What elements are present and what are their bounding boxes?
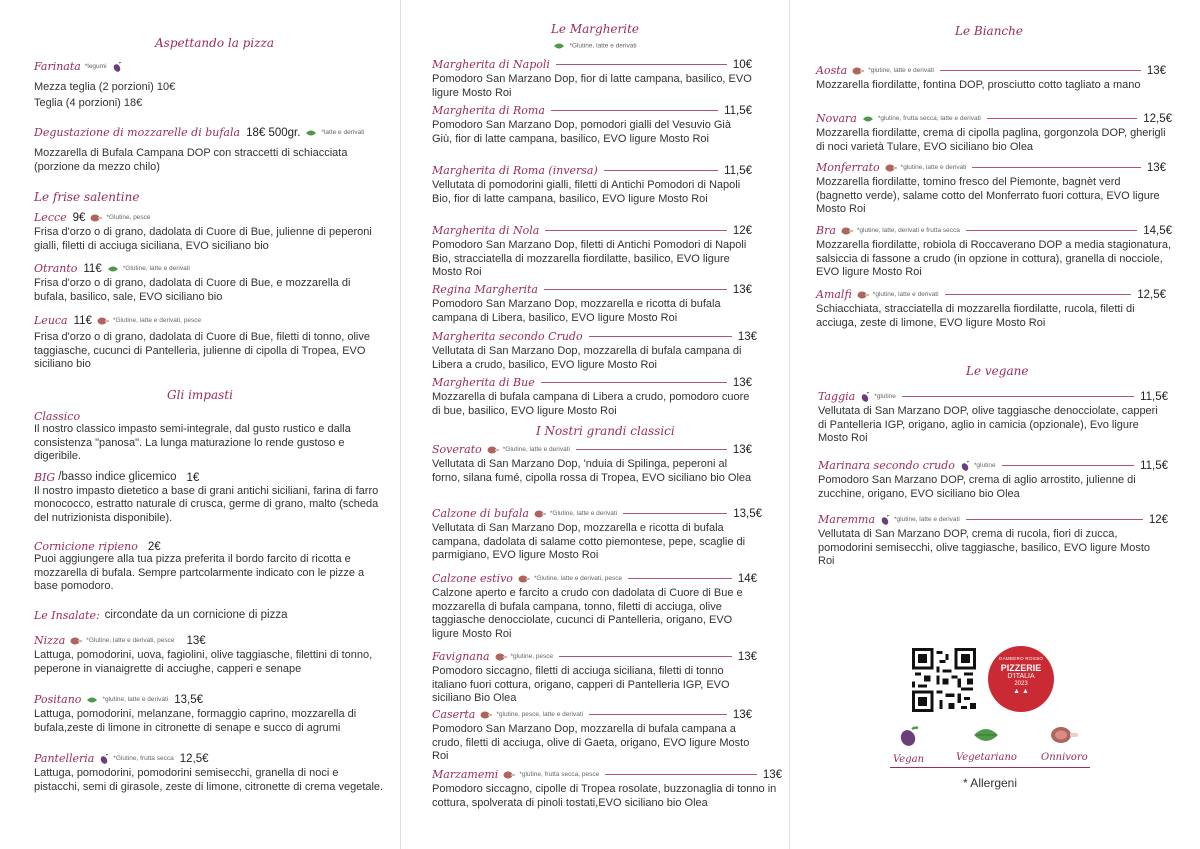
item-desc: Mozzarella di Bufala Campana DOP con straccetti di schiacciata (porzione da mezzo chilo): [34, 147, 348, 173]
allergen-note: *glutine, latte, derivati e frutta secca: [856, 227, 960, 234]
ham-icon: [503, 771, 515, 779]
item-name: Cornicione ripieno: [34, 540, 138, 553]
menu-item: [818, 513, 1168, 569]
leader-line: [987, 118, 1137, 119]
leader-line: [576, 449, 727, 450]
menu-item: [816, 64, 1166, 93]
leader-line: [972, 167, 1140, 168]
ham-icon: [534, 510, 546, 518]
ham-icon: [1050, 726, 1078, 749]
item-desc: Pomodoro San Marzano Dop, fior di latte campana, basilico, EVO ligure Mosto Roi: [432, 73, 752, 99]
item-desc: Vellutata di San Marzano Dop, 'nduia di Spilinga, peperoni al forno, silana fumé, cipolla rossa di Tropea, EVO siciliano bio Olea: [432, 458, 752, 484]
item-price: 11,5€: [1140, 390, 1168, 403]
ham-icon: [841, 227, 853, 235]
menu-item: [818, 390, 1168, 446]
menu-item-pantelleria: [34, 752, 384, 794]
item-suffix: /basso indice glicemico: [58, 471, 177, 483]
item-name: Favignana: [432, 650, 490, 663]
item-note: circondate da un cornicione di pizza: [104, 609, 288, 621]
menu-item-farinata: [34, 60, 384, 110]
allergen-note: *Glutine, latte e derivati: [549, 510, 618, 517]
leader-line: [1002, 465, 1134, 466]
allergen-note: *glutine, latte e derivati: [868, 67, 934, 74]
allergen-note: *Glutine, latte e derivati: [502, 446, 570, 453]
legend-vegan: [893, 726, 924, 765]
menu-item: [432, 164, 752, 206]
leaf-icon: [86, 696, 98, 704]
leader-line: [559, 656, 732, 657]
item-desc: Lattuga, pomodorini, uova, fagiolini, olive taggiasche, filettini di tonno, peperone in vianaigrette di acciughe, capperi e senape: [34, 649, 373, 675]
item-desc: Mozzarella fiordilatte, robiola di Roccaverano DOP a media stagionatura, salsiccia di fassone a crudo (in opzione in cottura), granella di nocciole, EVO ligure Mosto Roi: [816, 239, 1172, 278]
item-price: 13€: [732, 376, 752, 389]
allergen-note: *glutine, frutta secca, pesce: [519, 771, 600, 778]
allergen-note: *glutine, pesce: [510, 653, 554, 660]
allergen-note: *Glutine, frutta secca: [113, 755, 174, 762]
allergen-note: *glutine: [874, 393, 896, 400]
column-right: [790, 0, 1200, 849]
item-price: 13€: [737, 330, 757, 343]
leaf-icon: [107, 265, 119, 273]
item-desc: Pomodoro San Marzano DOP, crema di aglio arrostito, julienne di zucchine, origano, EVO siciliano bio Olea: [818, 474, 1136, 500]
leader-line: [628, 578, 732, 579]
leader-line: [623, 513, 727, 514]
badge-main: PIZZERIE: [1000, 663, 1042, 673]
item-desc: Pomodoro San Marzano Dop, mozzarella e ricotta di bufala campana di Libera, basilico, EVO ligure Mosto Roi: [432, 298, 721, 324]
item-desc: Mozzarella fiordilatte, fontina DOP, prosciutto cotto tagliato a mano: [816, 79, 1141, 91]
section-title-impasti: Gli impasti: [167, 388, 233, 402]
leader-line: [605, 774, 757, 775]
leader-line: [966, 519, 1143, 520]
allergen-note: *latte e derivati: [321, 129, 365, 136]
subtitle-text: *Glutine, latte e derivati: [569, 42, 637, 50]
badge-sub: D'ITALIA: [1007, 673, 1035, 680]
item-name: Novara: [816, 112, 857, 125]
item-price: 13€: [732, 708, 752, 721]
leader-line: [589, 714, 727, 715]
menu-item-leuca: [34, 314, 384, 372]
menu-item: [432, 507, 762, 563]
item-name: Margherita di Roma (inversa): [432, 164, 598, 177]
item-desc: Calzone aperto e farcito a crudo con dadolata di Cuore di Bue e mozzarella di bufala campana, tonno, filetti di acciuga, olive taggiasche denocciolate, cucunci di Pantelleria, origano, EVO ligure Mosto Roi: [432, 587, 743, 640]
eggplant-icon: [860, 392, 870, 402]
gambero-rosso-badge: [988, 646, 1054, 712]
item-desc: Puoi aggiungere alla tua pizza preferita il bordo farcito di ricotta e mozzarella di bufala. Sempre partcolarmente indicato con le pizze a base pomodoro.: [34, 553, 365, 592]
legend-label: Onnivoro: [1041, 752, 1088, 763]
item-name: Otranto: [34, 262, 78, 275]
item-name: Marzamemi: [432, 768, 499, 781]
legend-label: Vegetariano: [956, 752, 1017, 763]
eggplant-icon: [112, 62, 122, 72]
allergen-note: *glutine: [973, 462, 996, 469]
menu-item: [816, 288, 1166, 330]
leaf-icon: [973, 726, 999, 749]
item-price: 9€: [72, 211, 86, 224]
item-price: 12€: [1148, 513, 1168, 526]
menu-item: [432, 376, 752, 418]
item-price: 13€: [1146, 161, 1166, 174]
leader-line: [545, 230, 726, 231]
item-price: 13€: [732, 443, 752, 456]
menu-item: [432, 58, 752, 100]
menu-item: [816, 224, 1172, 280]
item-name: Classico: [34, 410, 81, 423]
item-price: 13,5€: [733, 507, 762, 520]
item-name: Positano: [34, 693, 82, 706]
column-left: [0, 0, 400, 849]
item-desc: Vellutata di pomodorini gialli, filetti di Antichi Pomodori di Napoli Bio, fior di latte campana, basilico, EVO ligure Mosto Roi: [432, 179, 741, 205]
badge-mark-icon: ▲ ▲: [1013, 688, 1029, 695]
eggplant-icon: [880, 515, 890, 525]
legend-label: Vegan: [893, 754, 925, 765]
menu-item-cornicione: [34, 540, 384, 594]
ham-icon: [885, 164, 897, 172]
item-name: Calzone estivo: [432, 572, 513, 585]
item-desc: Pomodoro San Marzano Dop, pomodori gialli del Vesuvio Già Giù, fior di latte campana, basilico, EVO ligure Mosto Roi: [432, 119, 731, 145]
item-price: 11,5€: [1140, 459, 1168, 472]
ham-icon: [518, 575, 530, 583]
menu-item: [432, 104, 752, 146]
item-price: 12€: [732, 224, 752, 237]
section-subtitle: [401, 42, 789, 50]
section-title-bianche: Le Bianche: [955, 24, 1023, 38]
legend-vegetariano: [956, 726, 1017, 763]
item-desc: Vellutata di San Marzano DOP, olive taggiasche denocciolate, capperi di Pantelleria IGP, origano, aglio in camicia (opzionale), Evo ligure Mosto Roi: [818, 405, 1158, 444]
item-price: 13,5€: [174, 693, 203, 706]
item-price: 14€: [737, 572, 757, 585]
leader-line: [945, 294, 1132, 295]
item-name: Monferrato: [816, 161, 880, 174]
item-name: Maremma: [818, 513, 876, 526]
item-desc: Frisa d'orzo o di grano, dadolata di Cuore di Bue, e mozzarella di bufala, basilico, sale, EVO siciliano bio: [34, 277, 351, 303]
ham-icon: [857, 291, 869, 299]
item-desc: Vellutata di San Marzano DOP, crema di rucola, fiori di zucca, pomodorini semisecchi, olive taggiasche, basilico, EVO ligure Mosto Roi: [818, 528, 1150, 567]
item-desc: Schiacchiata, stracciatella di mozzarella fiordilatte, rucola, filetti di acciuga, zeste di limone, EVO ligure Mosto Roi: [816, 303, 1135, 329]
item-name: Leuca: [34, 314, 68, 327]
item-name: Lecce: [34, 211, 67, 224]
ham-icon: [90, 214, 102, 222]
menu-item-nizza: [34, 634, 384, 676]
leaf-icon: [305, 129, 317, 137]
menu-item: [432, 768, 782, 810]
item-price: 13€: [737, 650, 757, 663]
item-name: Soverato: [432, 443, 482, 456]
leader-line: [940, 70, 1141, 71]
item-desc: Frisa d'orzo o di grano, dadolata di Cuore di Bue, filetti di tonno, olive taggiasche, cucunci di Pantelleria, julienne di cipolla di Tropea, EVO siciliano bio: [34, 331, 370, 370]
item-desc: Mozzarella fiordilatte, crema di cipolla paglina, gorgonzola DOP, gherigli di noci varietà Tulare, EVO siciliano bio Olea: [816, 127, 1166, 153]
leaf-icon: [553, 42, 565, 50]
menu-item: [432, 650, 757, 706]
menu-item-lecce: [34, 211, 384, 253]
item-desc: Vellutata di San Marzano Dop, mozzarella di bufala campana di Libera a crudo, basilico, EVO ligure Mosto Roi: [432, 345, 742, 371]
item-price: 2€: [147, 540, 161, 553]
menu-item: [818, 459, 1168, 501]
item-desc: Vellutata di San Marzano Dop, mozzarella e ricotta di bufala campana, dadolata di salame cotto piemontese, pepe, scaglie di parmigiano, EVO ligure Mosto Roi: [432, 522, 746, 561]
item-desc: Pomodoro San Marzano Dop, filetti di Antichi Pomodori di Napoli Bio, stracciatella di mozzarella fiordilatte, basilico, EVO ligure Mosto Roi: [432, 239, 747, 278]
item-name: Degustazione di mozzarelle di bufala: [34, 126, 241, 139]
menu-item: [432, 708, 752, 764]
allergen-note: *glutine, pesce, latte e derivati: [496, 711, 584, 718]
menu-item: [816, 161, 1166, 217]
menu-item: [432, 283, 752, 325]
qr-code[interactable]: [912, 648, 976, 712]
allergen-note: *Glutine, latte e derivati, pesce: [533, 575, 623, 582]
item-name: Margherita secondo Crudo: [432, 330, 583, 343]
item-price: 14,5€: [1143, 224, 1172, 237]
legend-onnivoro: [1041, 726, 1088, 763]
allergen-note: *glutine, latte e derivati: [900, 164, 967, 171]
item-price: 11€: [73, 314, 92, 327]
eggplant-icon: [99, 754, 109, 764]
menu-item: [432, 224, 752, 280]
allergen-note: *Glutine, latte e derivati, pesce: [86, 637, 175, 644]
allergeni-note: * Allergeni: [962, 776, 1018, 790]
badge-top: GAMBERO ROSSO: [998, 656, 1044, 661]
item-name: Margherita di Napoli: [432, 58, 550, 71]
insalate-heading: [34, 609, 384, 623]
allergen-note: *glutine, latte e derivati: [872, 291, 939, 298]
menu-item-big: [34, 471, 384, 525]
menu-item: [432, 330, 757, 372]
ham-icon: [480, 711, 492, 719]
item-name: Amalfi: [816, 288, 852, 301]
leader-line: [902, 396, 1134, 397]
item-name: Le Insalate:: [34, 609, 100, 623]
item-line: Teglia (4 porzioni) 18€: [34, 96, 143, 109]
item-desc: Lattuga, pomodorini, melanzane, formaggio caprino, mozzarella di bufala,zeste di limone in citronette di senape e succo di agrumi: [34, 708, 357, 734]
section-title-vegane: Le vegane: [966, 364, 1029, 378]
item-price: 13€: [732, 283, 752, 296]
badge-year: 2023: [1014, 681, 1028, 687]
menu-item-otranto: [34, 262, 384, 304]
item-price: 10€: [732, 58, 752, 71]
item-desc: Pomodoro siccagno, cipolle di Tropea rosolate, buzzonaglia di tonno in cottura, spolverata di pinoli tostati,EVO siciliano bio Olea: [432, 783, 777, 809]
item-name: Marinara secondo crudo: [818, 459, 955, 472]
item-name: Margherita di Bue: [432, 376, 535, 389]
item-desc: Il nostro impasto dietetico a base di grani antichi siciliani, farina di farro monococco, estratto naturale di crusca, germe di grano, malto (scheda del nutrizionista disponibile).: [34, 484, 379, 524]
item-desc: Frisa d'orzo o di grano, dadolata di Cuore di Bue, julienne di peperoni gialli, filetti di acciuga siciliana, EVO siciliano bio: [34, 226, 372, 252]
section-title-classici: I Nostri grandi classici: [536, 424, 675, 438]
item-price: 12,5€: [1137, 288, 1166, 301]
ham-icon: [852, 67, 864, 75]
leader-line: [966, 230, 1137, 231]
item-price: 13€: [1146, 64, 1166, 77]
item-name: Calzone di bufala: [432, 507, 529, 520]
item-line: Mezza teglia (2 porzioni) 10€: [34, 81, 176, 93]
item-name: Farinata: [34, 60, 81, 73]
allergen-note: *Glutine, pesce: [106, 214, 151, 221]
ham-icon: [97, 317, 109, 325]
item-price: 1€: [186, 471, 200, 484]
eggplant-icon: [960, 461, 970, 471]
item-name: Margherita di Roma: [432, 104, 545, 117]
menu-item: [432, 572, 757, 641]
item-price: 11€: [83, 262, 102, 275]
section-title-margherite: Le Margherite: [550, 22, 640, 36]
legend-divider: [890, 767, 1090, 768]
item-name: Pantelleria: [34, 752, 95, 765]
menu-item: [432, 443, 752, 485]
item-price: 13€: [186, 634, 206, 647]
leader-line: [604, 170, 718, 171]
ham-icon: [70, 637, 82, 645]
item-desc: Pomodoro San Marzano Dop, mozzarella di bufala campana a crudo, filetti di acciuga, olive di Gaeta, origano, EVO ligure Mosto Roi: [432, 723, 750, 762]
item-name: Caserta: [432, 708, 476, 721]
item-name: Taggia: [818, 390, 856, 403]
item-name: Nizza: [34, 634, 66, 647]
ham-icon: [487, 446, 499, 454]
column-middle: [400, 0, 790, 849]
allergen-note: *Glutine, latte e derivati: [122, 265, 190, 272]
allergen-note: *glutine, latte e derivati: [894, 516, 960, 523]
item-desc: Mozzarella di bufala campana di Libera a crudo, pomodoro cuore di bue, basilico, EVO ligure Mosto Roi: [432, 391, 750, 417]
leader-line: [551, 110, 718, 111]
item-name: BIG: [34, 471, 56, 485]
item-price: 12,5€: [1143, 112, 1172, 125]
allergen-note: *glutine, frutta secca, latte e derivati: [877, 115, 981, 122]
menu-item: [816, 112, 1172, 154]
item-desc: Mozzarella fiordilatte, tomino fresco del Piemonte, bagnèt verd (bagnetto verde), salame cotto del Monferrato fuori cottura, EVO ligure Mosto Roi: [816, 176, 1160, 215]
item-desc: Lattuga, pomodorini, pomodorini semisecchi, granella di noci e pistacchi, semi di girasole, zeste di limone, citronette di crema vegetale.: [34, 767, 384, 793]
allergen-note: *legumi: [84, 63, 107, 70]
item-price: 13€: [762, 768, 782, 781]
allergen-note: *Glutine, latte e derivati, pesce: [112, 317, 202, 324]
item-name: Regina Margherita: [432, 283, 538, 296]
allergen-note: *glutine, latte e derivati: [102, 696, 169, 703]
leader-line: [544, 289, 727, 290]
item-price: 11,5€: [724, 164, 752, 177]
item-price: 11,5€: [724, 104, 752, 117]
leader-line: [541, 382, 727, 383]
ham-icon: [495, 653, 507, 661]
menu-item-classico: [34, 410, 384, 464]
item-name: Margherita di Nola: [432, 224, 540, 237]
item-price: 12,5€: [179, 752, 209, 765]
leaf-icon: [862, 115, 874, 123]
menu-item-positano: [34, 693, 384, 735]
item-name: Aosta: [816, 64, 848, 77]
leader-line: [589, 336, 732, 337]
item-price: 18€ 500gr.: [246, 126, 301, 139]
section-title-frise: Le frise salentine: [34, 190, 140, 204]
section-title-aspettando: Aspettando la pizza: [155, 36, 274, 50]
menu-item-degustazione: [34, 126, 384, 174]
eggplant-icon: [898, 726, 920, 751]
item-name: Bra: [816, 224, 836, 237]
item-desc: Pomodoro siccagno, filetti di acciuga siciliana, filetti di tonno italiano fuori cottura, origano, capperi di Pantelleria IGP, EVO siciliano Bio Olea: [432, 665, 730, 704]
leader-line: [556, 64, 727, 65]
item-desc: Il nostro classico impasto semi-integrale, dal gusto rustico e dalla consistenza "panosa". La lunga maturazione lo rende gustoso e digeribile.: [34, 423, 351, 462]
